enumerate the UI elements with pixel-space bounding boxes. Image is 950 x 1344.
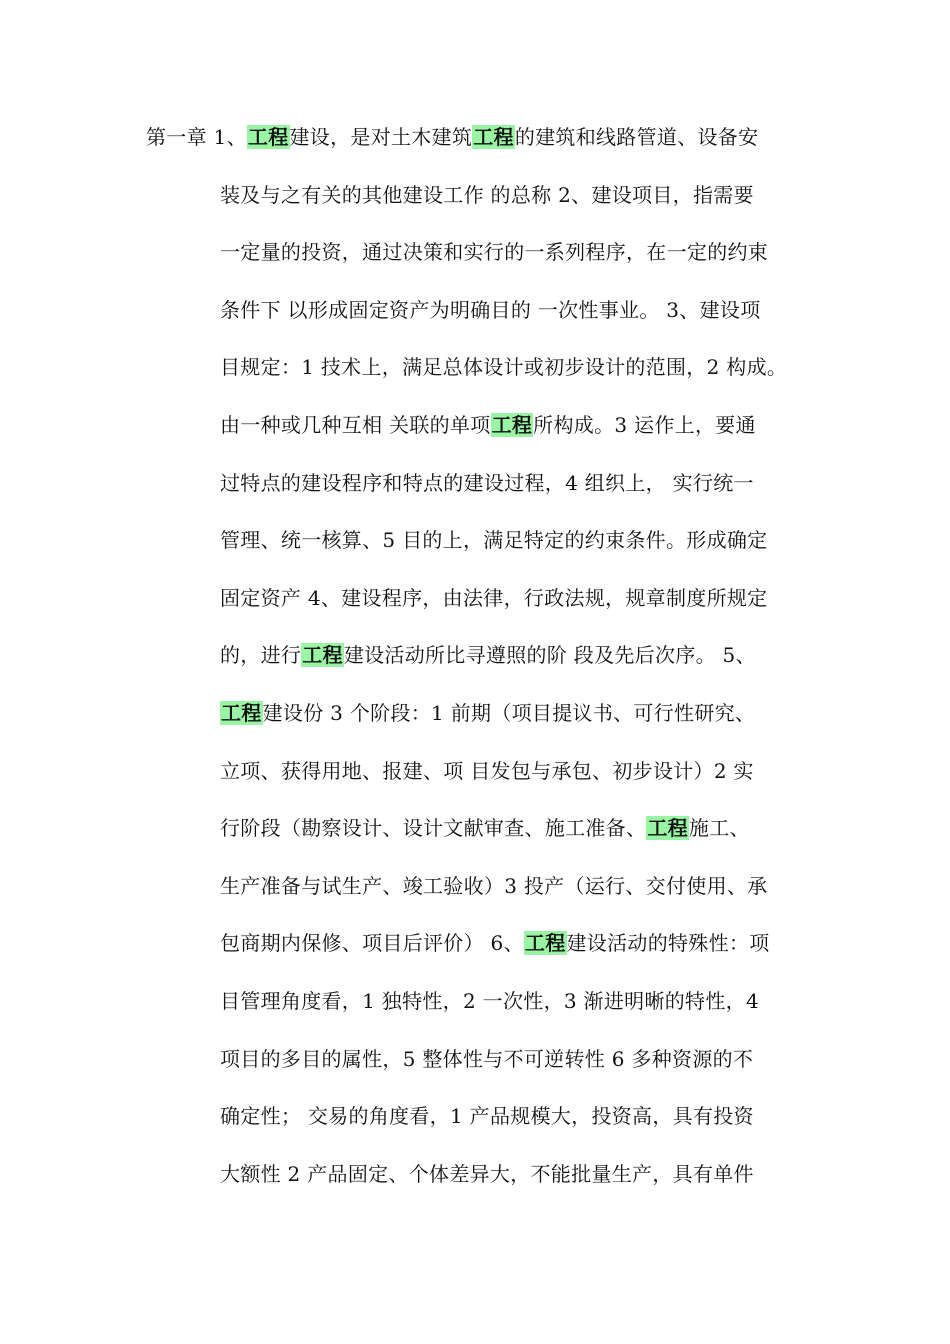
text-segment: 目规定：1 技术上，满足总体设计或初步设计的范围，2 构成。 bbox=[220, 355, 788, 380]
text-segment: 确定性； 交易的角度看，1 产品规模大，投资高，具有投资 bbox=[220, 1104, 754, 1129]
text-segment: 建设活动所比寻遵照的阶 段及先后次序。 5、 bbox=[343, 643, 756, 668]
highlighted-term: 工程 bbox=[524, 931, 566, 956]
text-line bbox=[220, 405, 820, 445]
text-segment: 条件下 以形成固定资产为明确目的 一次性事业。 3、建设项 bbox=[220, 297, 761, 322]
text-line bbox=[220, 232, 820, 272]
text-segment: 管理、统一核算、5 目的上，满足特定的约束条件。形成确定 bbox=[220, 528, 768, 553]
text-segment: 由一种或几种互相 关联的单项 bbox=[220, 413, 491, 437]
text-line bbox=[220, 1154, 820, 1194]
text-segment: 立项、获得用地、报建、项 目发包与承包、初步设计）2 实 bbox=[220, 758, 754, 783]
text-line bbox=[220, 520, 820, 560]
highlighted-term: 工程 bbox=[221, 701, 262, 725]
text-line bbox=[220, 808, 820, 848]
text-segment: 装及与之有关的其他建设工作 的总称 2、建设项目，指需要 bbox=[220, 182, 754, 207]
text-segment: 包商期内保修、项目后评价） 6、 bbox=[220, 931, 524, 956]
text-line bbox=[220, 463, 820, 503]
text-segment: 施工、 bbox=[688, 816, 750, 841]
highlighted-term: 工程 bbox=[491, 413, 533, 437]
text-segment: 建设份 3 个阶段：1 前期（项目提议书、可行性研究、 bbox=[262, 701, 756, 725]
text-segment: 生产准备与试生产、竣工验收）3 投产（运行、交付使用、承 bbox=[220, 873, 768, 898]
text-line bbox=[220, 290, 820, 330]
text-line bbox=[220, 693, 820, 733]
text-line bbox=[220, 981, 820, 1021]
text-segment: 行阶段（勘察设计、设计文献审查、施工准备、 bbox=[220, 816, 647, 841]
text-line bbox=[220, 635, 820, 675]
text-segment: 所构成。3 运作上，要通 bbox=[533, 413, 756, 437]
text-line bbox=[220, 347, 820, 387]
highlighted-term: 工程 bbox=[247, 125, 289, 149]
text-line bbox=[220, 751, 820, 791]
text-segment: 项目的多目的属性，5 整体性与不可逆转性 6 多种资源的不 bbox=[220, 1046, 754, 1071]
text-line bbox=[220, 578, 820, 618]
text-segment: 第一章 1、 bbox=[146, 125, 247, 149]
text-segment: 固定资产 4、建设程序，由法律，行政法规，规章制度所规定 bbox=[220, 585, 768, 610]
text-segment: 的建筑和线路管道、设备安 bbox=[514, 125, 759, 149]
text-line bbox=[220, 923, 820, 963]
text-segment: 大额性 2 产品固定、个体差异大，不能批量生产，具有单件 bbox=[220, 1161, 754, 1186]
highlighted-term: 工程 bbox=[473, 125, 514, 149]
text-segment: 建设活动的特殊性：项 bbox=[566, 931, 770, 956]
text-line bbox=[220, 1039, 820, 1079]
text-segment: 一定量的投资，通过决策和实行的一系列程序，在一定的约束 bbox=[220, 240, 769, 265]
text-line bbox=[220, 1096, 820, 1136]
text-segment: 建设，是对土木建筑 bbox=[289, 125, 473, 149]
text-segment: 的，进行 bbox=[220, 643, 302, 668]
text-line bbox=[146, 117, 826, 157]
highlighted-term: 工程 bbox=[302, 643, 343, 668]
text-segment: 目管理角度看，1 独特性，2 一次性，3 渐进明晰的特性，4 bbox=[220, 989, 759, 1013]
highlighted-term: 工程 bbox=[647, 816, 688, 841]
text-line bbox=[220, 175, 820, 215]
text-segment: 过特点的建设程序和特点的建设过程，4 组织上， 实行统一 bbox=[220, 470, 754, 495]
text-line bbox=[220, 866, 820, 906]
